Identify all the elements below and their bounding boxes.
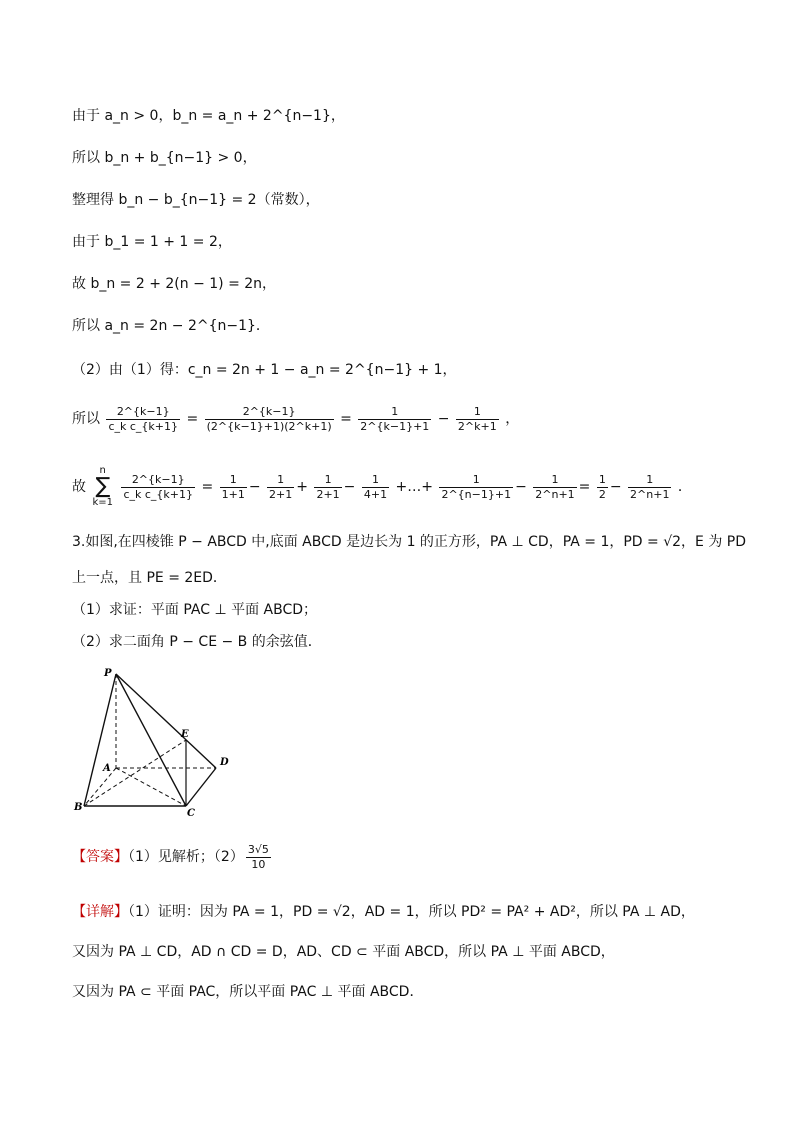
fraction	[121, 473, 195, 502]
detail-tag: 【详解】	[72, 904, 128, 920]
edge-PB	[84, 674, 116, 806]
fraction-denominator: 2^{k−1}+1	[360, 419, 430, 433]
vertex-label-P: P	[104, 668, 112, 679]
fraction	[456, 405, 499, 434]
ellipsis-plus: +…+	[395, 479, 433, 495]
line8-prefix: 所以	[72, 411, 100, 427]
fraction-numerator: 3√5	[247, 842, 269, 856]
fraction-numerator: 2^{k−1}	[106, 405, 180, 420]
vertex-label-C: C	[187, 808, 195, 819]
problem-3-statement: 3.如图,在四棱锥 P − ABCD 中,底面 ABCD 是边长为 1 的正方形，PA ⊥ CD，PA = 1，PD = √2，E 为 PD	[72, 534, 747, 550]
fraction	[439, 473, 513, 502]
answer-line	[72, 840, 273, 874]
fraction-numerator: 1	[358, 405, 431, 420]
fraction-denominator: 2+1	[269, 487, 293, 501]
fraction-denominator: (2^{k−1}+1)(2^k+1)	[206, 419, 332, 433]
fraction-denominator: 2^k+1	[457, 419, 497, 433]
fraction	[106, 405, 180, 434]
solution-line-7: （2）由（1）得：c_n = 2n + 1 − a_n = 2^{n−1} + 1，	[72, 362, 457, 378]
fraction-denominator: 2	[598, 487, 606, 501]
fraction-denominator: 1+1	[221, 487, 245, 501]
fraction-denominator: c_k c_{k+1}	[108, 419, 178, 433]
fraction-denominator: 2^n+1	[535, 487, 575, 501]
solution-line-3: 整理得 b_n − b_{n−1} = 2（常数），	[72, 192, 320, 208]
fraction-denominator: 2^n+1	[630, 487, 670, 501]
edge-BE	[84, 740, 186, 806]
answer-tag: 【答案】	[72, 849, 128, 865]
solution-line-6: 所以 a_n = 2n − 2^{n−1}．	[72, 318, 270, 334]
solution-line-1: 由于 a_n > 0，b_n = a_n + 2^{n−1}，	[72, 108, 345, 124]
equals-sign: =	[186, 411, 199, 427]
solution-line-8	[72, 402, 519, 436]
sum-upper-limit: n	[99, 465, 106, 476]
minus-sign: −	[437, 411, 450, 427]
fraction-numerator: 2^{k−1}	[121, 473, 195, 488]
fraction	[362, 473, 389, 502]
fraction-numerator: 1	[439, 473, 513, 488]
fraction	[205, 405, 334, 434]
vertex-label-A: A	[103, 763, 111, 774]
fraction-numerator: 2^{k−1}	[205, 405, 334, 420]
detail-line-2: 又因为 PA ⊥ CD，AD ∩ CD = D，AD、CD ⊂ 平面 ABCD，所以 PA ⊥ 平面 ABCD，	[72, 944, 615, 960]
pyramid-figure	[70, 664, 240, 819]
problem-3-statement-cont: 上一点，且 PE = 2ED．	[72, 570, 227, 586]
problem-3-part-2: （2）求二面角 P − CE − B 的余弦值．	[72, 634, 322, 650]
sum-lower-limit: k=1	[92, 497, 113, 508]
fraction	[597, 473, 608, 502]
vertex-label-E: E	[181, 729, 189, 740]
equals-sign: =	[340, 411, 352, 427]
edge-PC	[116, 674, 186, 806]
fraction-numerator: 1	[598, 472, 606, 486]
fraction-denominator: 2+1	[316, 487, 340, 501]
solution-line-2: 所以 b_n + b_{n−1} > 0，	[72, 150, 257, 166]
answer-text: （1）见解析；（2）	[128, 849, 244, 865]
fraction	[314, 473, 341, 502]
answer-fraction	[246, 843, 271, 872]
solution-line-9: 故 n ∑ k=1 $\frac{2\^{}\{k-1\}}{\text{c\_k c\_\{k+1\}}}$ = $\frac{1}{1+1}$ − $\frac{1}{2+1}$ + $\frac{1}{2+1}$ − $\frac{1}{4+1}$ +…+ $\frac{1}{2\^{}\{n-1\}+1}$ − $\frac{1}{2\^{}n+1}$ = $\frac{1}{2}$ − $\frac{1}{2\^{}n+1}$ ．	[72, 465, 692, 508]
problem-3-part-1: （1）求证：平面 PAC ⊥ 平面 ABCD；	[72, 602, 318, 618]
line8-suffix: ，	[505, 411, 520, 427]
detail-text-1: （1）证明：因为 PA = 1，PD = √2，AD = 1，所以 PD² = PA² + AD²，所以 PA ⊥ AD，	[128, 904, 695, 920]
fraction	[533, 473, 576, 502]
detail-line-3: 又因为 PA ⊂ 平面 PAC，所以平面 PAC ⊥ 平面 ABCD．	[72, 984, 424, 1000]
solution-line-4: 由于 b_1 = 1 + 1 = 2，	[72, 234, 232, 250]
summation	[92, 466, 113, 508]
edge-PD	[116, 674, 216, 768]
sigma-symbol: ∑	[95, 474, 111, 499]
fraction	[358, 405, 431, 434]
fraction-numerator: 1	[628, 473, 671, 488]
fraction	[267, 473, 294, 502]
line9-suffix: ．	[677, 479, 692, 495]
detail-line-1	[72, 902, 695, 922]
vertex-label-B: B	[74, 802, 83, 813]
fraction-numerator: 1	[314, 473, 341, 488]
fraction-numerator: 1	[533, 473, 576, 488]
equals-sign: =	[201, 479, 214, 495]
edge-CD	[186, 768, 216, 806]
fraction-numerator: 1	[267, 473, 294, 488]
fraction-denominator: 4+1	[363, 487, 388, 501]
fraction-denominator: 10	[251, 857, 266, 871]
fraction-numerator: 1	[220, 473, 247, 488]
fraction-numerator: 1	[456, 405, 499, 420]
fraction-denominator: 2^{n−1}+1	[441, 487, 512, 501]
vertex-label-D: D	[220, 757, 229, 768]
line9-prefix: 故	[72, 479, 86, 495]
fraction-denominator: c_k c_{k+1}	[123, 487, 193, 501]
fraction	[220, 473, 247, 502]
solution-line-5: 故 b_n = 2 + 2(n − 1) = 2n，	[72, 276, 277, 292]
fraction-numerator: 1	[362, 473, 389, 488]
fraction	[628, 473, 671, 502]
